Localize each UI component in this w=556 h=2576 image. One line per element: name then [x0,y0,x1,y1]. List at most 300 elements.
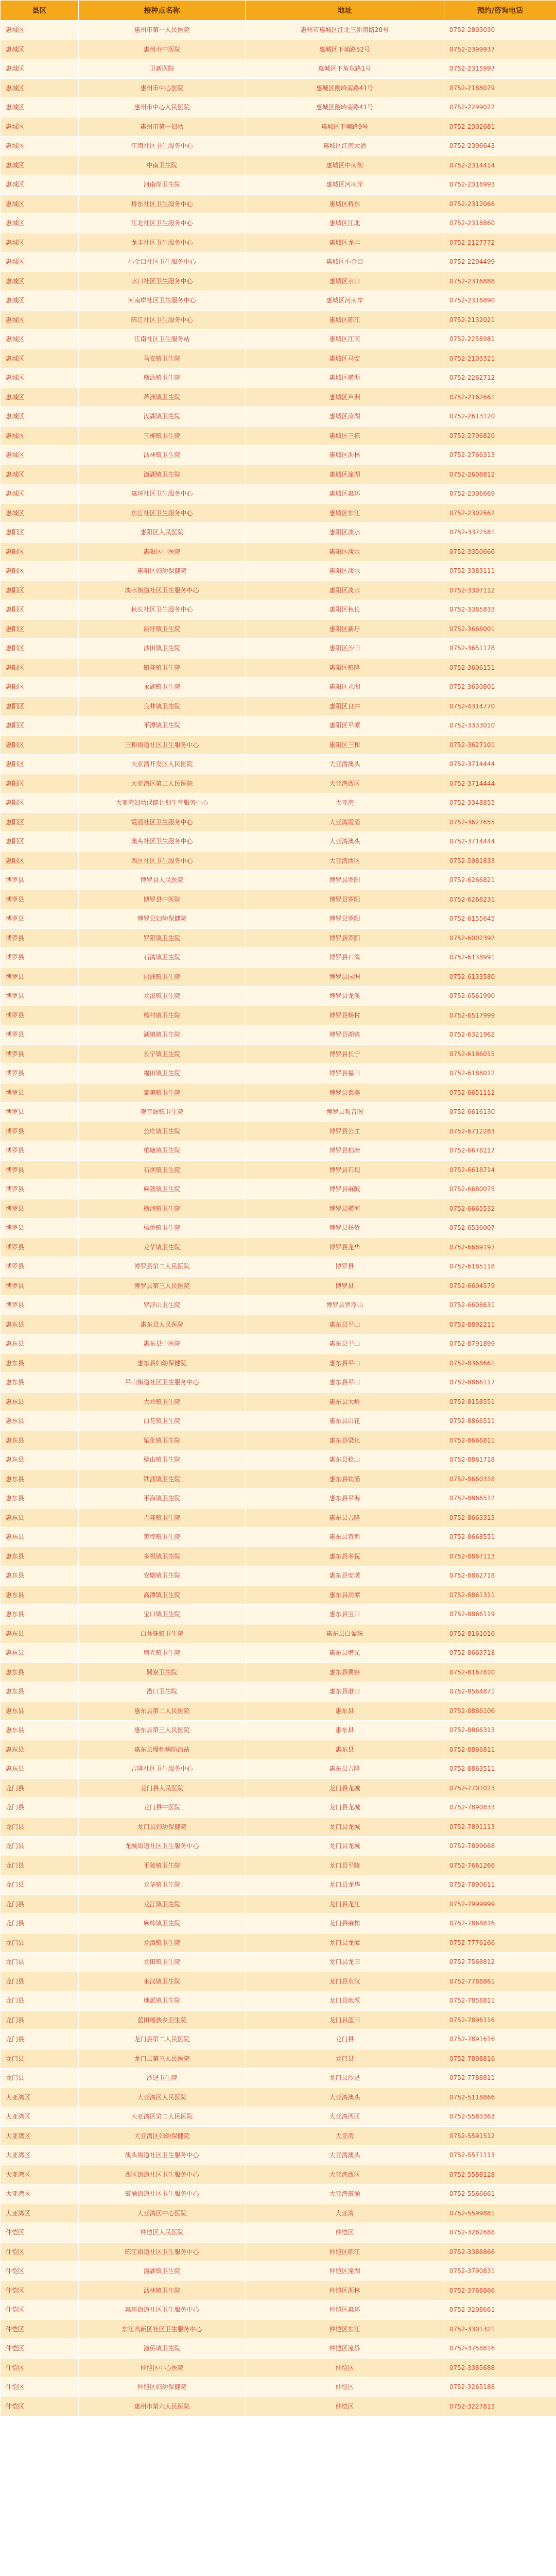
cell-phone: 0752-6689197 [444,1238,556,1257]
cell-address: 龙门县龙城 [246,1778,444,1798]
cell-address: 惠东县黄埠 [246,1528,444,1547]
cell-address: 惠阳区淡水 [246,523,444,543]
cell-region: 惠东县 [1,1585,79,1605]
cell-site-name: 罗阳镇卫生院 [79,928,246,948]
cell-address: 惠城区江南大道 [246,137,444,156]
cell-address: 大亚湾澳头 [246,755,444,774]
cell-phone: 0752-6155645 [444,909,556,929]
cell-site-name: 高潭镇卫生院 [79,1585,246,1605]
table-row [1,812,556,832]
table-row [1,465,556,484]
cell-region: 博罗县 [1,1160,79,1180]
cell-phone: 0752-6651112 [444,1083,556,1103]
table-row [1,233,556,252]
cell-address: 惠东县宝口 [246,1605,444,1624]
cell-phone: 0752-3651178 [444,639,556,658]
table-row [1,909,556,929]
table-row [1,2281,556,2300]
cell-region: 惠东县 [1,1643,79,1663]
cell-address: 惠东县平山 [246,1315,444,1334]
cell-phone: 0752-6608631 [444,1296,556,1315]
cell-phone: 0752-2796820 [444,426,556,446]
cell-address: 惠阳区镇隆 [246,658,444,677]
cell-address: 博罗县罗浮山 [246,1296,444,1315]
table-row [1,1469,556,1489]
cell-region: 仲恺区 [1,2397,79,2416]
cell-site-name: 潼湖镇卫生院 [79,465,246,484]
cell-site-name: 吉隆社区卫生服务中心 [79,1759,246,1779]
cell-site-name: 沙田镇卫生院 [79,639,246,658]
cell-region: 博罗县 [1,871,79,890]
cell-region: 博罗县 [1,1083,79,1103]
cell-phone: 0752-3227813 [444,2397,556,2416]
table-row [1,1064,556,1083]
cell-region: 仲恺区 [1,2339,79,2359]
cell-region: 龙门县 [1,2030,79,2049]
cell-phone: 0752-2299022 [444,98,556,117]
cell-address: 大亚湾西区 [246,2165,444,2184]
cell-region: 仲恺区 [1,2223,79,2243]
cell-phone: 0752-3790831 [444,2262,556,2281]
cell-phone: 0752-6186015 [444,1044,556,1064]
cell-address: 仲恺区潼侨 [246,2339,444,2359]
cell-site-name: 惠阳区妇幼保健院 [79,562,246,581]
cell-address: 仲恺区 [246,2358,444,2378]
cell-address: 博罗县柏塘 [246,1141,444,1161]
cell-region: 仲恺区 [1,2262,79,2281]
table-row [1,1972,556,1991]
table-body [1,21,556,2416]
cell-site-name: 东江高新区社区卫生服务中心 [79,2319,246,2339]
table-row [1,78,556,98]
cell-site-name: 三和街道社区卫生服务中心 [79,735,246,755]
cell-site-name: 沙迳卫生院 [79,2069,246,2088]
table-row [1,252,556,272]
cell-address: 惠城区芦洲 [246,387,444,407]
cell-site-name: 大亚湾区人民医院 [79,2088,246,2107]
table-row [1,330,556,349]
cell-address: 惠东县大岭 [246,1392,444,1412]
cell-site-name: 三栋镇卫生院 [79,426,246,446]
cell-region: 博罗县 [1,1257,79,1277]
cell-phone: 0752-6185118 [444,1257,556,1277]
cell-region: 仲恺区 [1,2281,79,2300]
cell-phone: 0752-3333010 [444,716,556,736]
cell-site-name: 横沥镇卫生院 [79,368,246,388]
table-row [1,832,556,852]
cell-region: 大亚湾区 [1,2126,79,2146]
cell-phone: 0752-7868816 [444,1914,556,1934]
cell-address: 龙门县龙潭 [246,1933,444,1953]
table-header [1,1,556,21]
cell-phone: 0752-6618714 [444,1160,556,1180]
cell-site-name: 湖镇镇卫生院 [79,1025,246,1045]
cell-region: 惠城区 [1,387,79,407]
cell-address: 博罗县罗阳 [246,890,444,909]
cell-phone: 0752-3301321 [444,2319,556,2339]
table-row [1,755,556,774]
cell-region: 博罗县 [1,948,79,968]
cell-site-name: 中南卫生院 [79,156,246,175]
cell-region: 惠东县 [1,1682,79,1702]
cell-address: 惠城区小金口 [246,252,444,272]
cell-site-name: 陈江街道社区卫生服务中心 [79,2242,246,2262]
cell-phone: 0752-3208661 [444,2300,556,2320]
table-row [1,1373,556,1393]
table-row [1,658,556,677]
cell-site-name: 博罗县第三人民医院 [79,1276,246,1296]
cell-site-name: 梁化镇卫生院 [79,1431,246,1450]
cell-phone: 0752-6266821 [444,871,556,890]
cell-phone: 0752-5571113 [444,2146,556,2165]
cell-region: 惠城区 [1,252,79,272]
cell-region: 惠东县 [1,1450,79,1470]
cell-site-name: 白盆珠镇卫生院 [79,1624,246,1643]
cell-region: 惠东县 [1,1392,79,1412]
cell-site-name: 石坝镇卫生院 [79,1160,246,1180]
cell-site-name: 霞涌社区卫生服务中心 [79,812,246,832]
cell-phone: 0752-6712283 [444,1122,556,1141]
cell-site-name: 陈江社区卫生服务中心 [79,310,246,330]
cell-region: 惠阳区 [1,851,79,871]
cell-phone: 0752-8862718 [444,1566,556,1586]
cell-site-name: 惠州市中心人民医院 [79,98,246,117]
table-row [1,1953,556,1972]
cell-phone: 0752-2132021 [444,310,556,330]
cell-region: 惠城区 [1,194,79,214]
cell-region: 博罗县 [1,1044,79,1064]
cell-address: 惠东县港口 [246,1682,444,1702]
column-header-site-name: 接种点名称 [79,1,246,21]
cell-phone: 0752-7788861 [444,1972,556,1991]
table-row [1,272,556,291]
table-row [1,1276,556,1296]
cell-region: 龙门县 [1,2049,79,2069]
cell-region: 惠城区 [1,137,79,156]
cell-address: 惠城区水口 [246,272,444,291]
cell-phone: 0752-7999999 [444,1894,556,1914]
table-row [1,697,556,716]
cell-site-name: 惠东县妇幼保健院 [79,1353,246,1373]
table-row [1,1160,556,1180]
cell-phone: 0752-2302662 [444,503,556,523]
table-row [1,2300,556,2320]
cell-phone: 0752-2188079 [444,78,556,98]
cell-phone: 0752-6604579 [444,1276,556,1296]
cell-phone: 0752-3265188 [444,2378,556,2397]
cell-address: 惠城区江南 [246,330,444,349]
cell-site-name: 秋长社区卫生服务中心 [79,600,246,620]
cell-phone: 0752-6321962 [444,1025,556,1045]
table-row [1,1566,556,1586]
cell-phone: 0752-8866117 [444,1373,556,1393]
cell-address: 惠城区惠环 [246,484,444,504]
cell-address: 惠城区汝湖 [246,407,444,427]
cell-region: 大亚湾区 [1,2107,79,2127]
cell-site-name: 西区街道社区卫生服务中心 [79,2165,246,2184]
cell-phone: 0752-7890833 [444,1798,556,1818]
cell-site-name: 安墩镇卫生院 [79,1566,246,1586]
column-header-phone: 预约/咨询电话 [444,1,556,21]
cell-region: 惠东县 [1,1547,79,1566]
table-row [1,2262,556,2281]
cell-site-name: 惠阳区中医院 [79,542,246,562]
cell-region: 博罗县 [1,1025,79,1045]
cell-region: 龙门县 [1,1991,79,2011]
cell-site-name: 龙门县第三人民医院 [79,2049,246,2069]
table-row [1,1103,556,1122]
cell-region: 惠城区 [1,272,79,291]
cell-region: 惠东县 [1,1528,79,1547]
cell-region: 惠城区 [1,349,79,368]
table-row [1,1914,556,1934]
cell-site-name: 大岭镇卫生院 [79,1392,246,1412]
cell-region: 惠东县 [1,1721,79,1740]
cell-address: 大亚湾西区 [246,851,444,871]
cell-site-name: 惠东县人民医院 [79,1315,246,1334]
table-row [1,1412,556,1431]
cell-address: 惠阳区秋长 [246,600,444,620]
cell-phone: 0752-2399937 [444,40,556,59]
cell-phone: 0752-8866313 [444,1721,556,1740]
cell-phone: 0752-8866811 [444,1740,556,1759]
cell-phone: 0752-3606151 [444,658,556,677]
cell-phone: 0752-2766313 [444,446,556,465]
cell-region: 博罗县 [1,1296,79,1315]
cell-region: 博罗县 [1,967,79,987]
table-row [1,503,556,523]
cell-address: 惠阳区淡水 [246,562,444,581]
table-row [1,793,556,813]
cell-address: 惠阳区沙田 [246,639,444,658]
cell-address: 惠城区河南岸 [246,175,444,195]
cell-site-name: 仲恺区中心医院 [79,2358,246,2378]
cell-site-name: 博罗县人民医院 [79,871,246,890]
cell-region: 博罗县 [1,1006,79,1025]
cell-region: 龙门县 [1,1778,79,1798]
table-row [1,1605,556,1624]
table-row [1,1199,556,1218]
table-row [1,2049,556,2069]
cell-region: 惠东县 [1,1353,79,1373]
cell-phone: 0752-8886106 [444,1701,556,1721]
cell-region: 惠东县 [1,1431,79,1450]
cell-phone: 0752-2127772 [444,233,556,252]
cell-address: 博罗县麻陂 [246,1180,444,1199]
cell-phone: 0752-2306643 [444,137,556,156]
cell-phone: 0752-2262712 [444,368,556,388]
table-row [1,1122,556,1141]
cell-region: 大亚湾区 [1,2088,79,2107]
cell-phone: 0752-7701023 [444,1778,556,1798]
cell-site-name: 泰美镇卫生院 [79,1083,246,1103]
cell-region: 惠城区 [1,21,79,40]
cell-region: 仲恺区 [1,2378,79,2397]
table-row [1,1044,556,1064]
cell-site-name: 永汉镇卫生院 [79,1972,246,1991]
cell-address: 博罗县泰美 [246,1083,444,1103]
table-row [1,639,556,658]
cell-phone: 0752-7890611 [444,1875,556,1895]
cell-site-name: 大亚湾区第二人民医院 [79,774,246,793]
cell-address: 龙门县永汉 [246,1972,444,1991]
cell-site-name: 巽寮卫生院 [79,1663,246,1682]
cell-region: 博罗县 [1,1238,79,1257]
cell-site-name: 澳头社区卫生服务中心 [79,832,246,852]
cell-site-name: 麻陂镇卫生院 [79,1180,246,1199]
table-row [1,890,556,909]
cell-region: 惠阳区 [1,774,79,793]
table-row [1,967,556,987]
table-row [1,2107,556,2127]
cell-address: 大亚湾霞涌 [246,812,444,832]
cell-site-name: 惠环街道社区卫生服务中心 [79,2300,246,2320]
cell-phone: 0752-5599881 [444,2204,556,2223]
cell-region: 惠东县 [1,1759,79,1779]
table-row [1,387,556,407]
cell-region: 惠阳区 [1,793,79,813]
cell-phone: 0752-7891616 [444,2030,556,2049]
cell-address: 惠阳区淡水 [246,542,444,562]
cell-address: 博罗县公庄 [246,1122,444,1141]
cell-region: 惠城区 [1,117,79,137]
cell-phone: 0752-2162661 [444,387,556,407]
cell-region: 博罗县 [1,987,79,1006]
cell-address: 龙门县龙江 [246,1894,444,1914]
cell-phone: 0752-2316890 [444,291,556,311]
cell-site-name: 大亚湾妇幼保健计划生育服务中心 [79,793,246,813]
table-row [1,1334,556,1354]
cell-phone: 0752-7898816 [444,2049,556,2069]
cell-site-name: 罗浮山卫生院 [79,1296,246,1315]
cell-address: 大亚湾澳头 [246,832,444,852]
cell-region: 大亚湾区 [1,2184,79,2204]
cell-address: 龙门县 [246,2030,444,2049]
cell-phone: 0752-3372581 [444,523,556,543]
table-row [1,1528,556,1547]
table-row [1,2204,556,2223]
cell-site-name: 博罗县中医院 [79,890,246,909]
cell-address: 惠东县吉隆 [246,1759,444,1779]
cell-region: 惠城区 [1,407,79,427]
cell-address: 惠东县巽寮 [246,1663,444,1682]
table-row [1,1875,556,1895]
cell-phone: 0752-8158551 [444,1392,556,1412]
table-row [1,214,556,233]
cell-site-name: 地派镇卫生院 [79,1991,246,2011]
cell-phone: 0752-2316888 [444,272,556,291]
table-row [1,716,556,736]
cell-region: 惠城区 [1,78,79,98]
cell-phone: 0752-7896116 [444,2010,556,2030]
cell-site-name: 横河镇卫生院 [79,1199,246,1218]
cell-phone: 0752-3627101 [444,735,556,755]
table-row [1,1431,556,1450]
cell-region: 惠城区 [1,446,79,465]
cell-address: 惠东县 [246,1740,444,1759]
cell-address: 仲恺区 [246,2397,444,2416]
cell-region: 龙门县 [1,1837,79,1856]
cell-site-name: 芦洲镇卫生院 [79,387,246,407]
table-row [1,137,556,156]
cell-address: 大亚湾 [246,793,444,813]
cell-address: 惠阳区永湖 [246,677,444,697]
cell-phone: 0752-3768866 [444,2281,556,2300]
cell-region: 惠城区 [1,330,79,349]
cell-region: 惠城区 [1,214,79,233]
table-row [1,1837,556,1856]
cell-site-name: 龙门县中医院 [79,1798,246,1818]
cell-site-name: 河南岸社区卫生服务中心 [79,291,246,311]
cell-address: 惠东县平山 [246,1334,444,1354]
table-row [1,1817,556,1837]
cell-site-name: 河南岸卫生院 [79,175,246,195]
table-row [1,1643,556,1663]
table-row [1,291,556,311]
cell-region: 龙门县 [1,1914,79,1934]
cell-site-name: 福田镇卫生院 [79,1064,246,1083]
cell-region: 惠城区 [1,175,79,195]
cell-address: 惠阳区良井 [246,697,444,716]
table-row [1,2184,556,2204]
cell-phone: 0752-8167810 [444,1663,556,1682]
cell-region: 博罗县 [1,909,79,929]
cell-site-name: 龙门县妇幼保健院 [79,1817,246,1837]
cell-site-name: 惠州市中医院 [79,40,246,59]
cell-address: 惠城区陈江 [246,310,444,330]
cell-region: 龙门县 [1,1972,79,1991]
cell-address: 博罗县 [246,1276,444,1296]
cell-site-name: 水口社区卫生服务中心 [79,272,246,291]
table-row [1,871,556,890]
table-row [1,1006,556,1025]
cell-address: 博罗县龙溪 [246,987,444,1006]
table-row [1,1180,556,1199]
cell-site-name: 龙华镇卫生院 [79,1875,246,1895]
cell-site-name: 潼侨镇卫生院 [79,2339,246,2359]
cell-site-name: 仲恺区人民医院 [79,2223,246,2243]
cell-region: 惠东县 [1,1624,79,1643]
cell-address: 惠东县铁涌 [246,1469,444,1489]
cell-region: 博罗县 [1,1103,79,1122]
cell-region: 惠东县 [1,1663,79,1682]
cell-phone: 0752-5588128 [444,2165,556,2184]
cell-region: 惠东县 [1,1740,79,1759]
cell-region: 博罗县 [1,1180,79,1199]
cell-site-name: 平山街道社区卫生服务中心 [79,1373,246,1393]
cell-phone: 0752-8161016 [444,1624,556,1643]
cell-address: 博罗县石坝 [246,1160,444,1180]
table-row [1,2030,556,2049]
cell-phone: 0752-6188012 [444,1064,556,1083]
table-row [1,1489,556,1509]
table-row [1,1991,556,2011]
cell-phone: 0752-6138991 [444,948,556,968]
cell-phone: 0752-8791899 [444,1334,556,1354]
cell-address: 仲恺区 [246,2223,444,2243]
cell-address: 博罗县观音阁 [246,1103,444,1122]
cell-site-name: 长宁镇卫生院 [79,1044,246,1064]
cell-phone: 0752-3385688 [444,2358,556,2378]
cell-phone: 0752-7661266 [444,1856,556,1875]
cell-site-name: 惠东县慢性病防治站 [79,1740,246,1759]
table-row [1,98,556,117]
cell-region: 惠阳区 [1,697,79,716]
cell-site-name: 淡水街道社区卫生服务中心 [79,581,246,600]
cell-region: 惠东县 [1,1373,79,1393]
cell-phone: 0752-8866512 [444,1489,556,1509]
cell-site-name: 杨村镇卫生院 [79,1006,246,1025]
